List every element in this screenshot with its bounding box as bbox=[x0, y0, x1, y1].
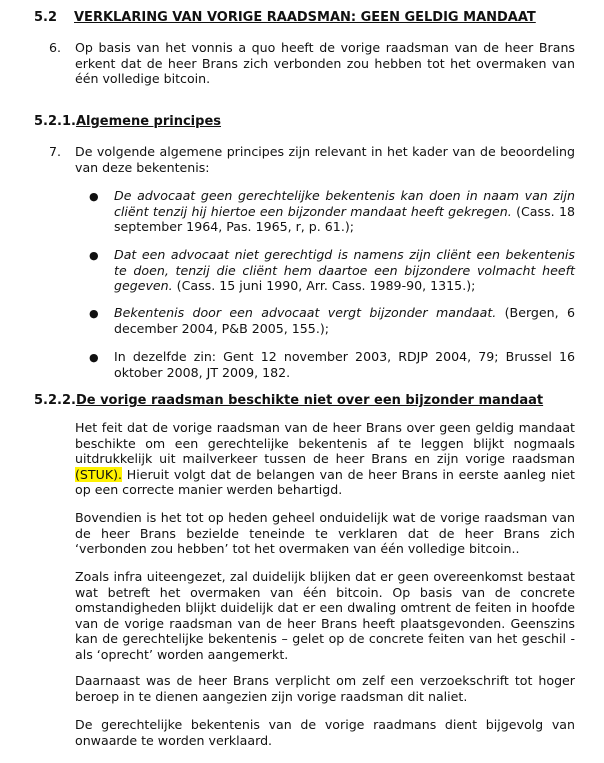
paragraph-text: Het feit dat de vorige raadsman van de heer Brans over geen geldig mandaat beschikte om een gerechtelijke bekentenis af te leggen blijkt nogmaals uitdrukkelijk uit mailverkeer tussen de heer Brans en zijn vorige raadsman bbox=[75, 420, 575, 467]
section-heading-5-2-1 bbox=[34, 114, 221, 130]
section-title: De vorige raadsman beschikte niet over een bijzonder mandaat bbox=[75, 393, 544, 408]
bullet-marker: ● bbox=[89, 190, 99, 203]
bullet-citation: In dezelfde zin: Gent 12 november 2003, RDJP 2004, 79; Brussel 16 oktober 2008, JT 2009, 182. bbox=[114, 349, 575, 380]
bullet-quote: Bekentenis door een advocaat vergt bijzonder mandaat. bbox=[114, 305, 497, 320]
body-paragraph-5: De gerechtelijke bekentenis van de vorige raadmans dient bijgevolg van onwaarde te worden verklaard. bbox=[75, 717, 575, 748]
bullet-item-3 bbox=[114, 305, 575, 336]
section-heading-5-2 bbox=[34, 10, 536, 26]
bullet-quote: De advocaat geen gerechtelijke bekentenis kan doen in naam van zijn cliënt tenzij hij hiertoe een bijzonder mandaat heeft gekregen. bbox=[114, 188, 575, 219]
section-heading-5-2-2 bbox=[34, 393, 543, 409]
highlighted-reference: (STUK). bbox=[75, 466, 122, 482]
body-paragraph-1 bbox=[75, 420, 575, 498]
section-number: 5.2 bbox=[34, 10, 58, 25]
bullet-item-2 bbox=[114, 247, 575, 294]
bullet-marker: ● bbox=[89, 307, 99, 320]
section-title: VERKLARING VAN VORIGE RAADSMAN: GEEN GELDIG MANDAAT bbox=[74, 10, 536, 25]
bullet-item-1 bbox=[114, 188, 575, 235]
paragraph-text: Hieruit volgt dat de belangen van de heer Brans in eerste aanleg niet op een correcte manier werden behartigd. bbox=[75, 466, 575, 498]
bullet-citation: (Cass. 15 juni 1990, Arr. Cass. 1989-90, 1315.); bbox=[172, 278, 476, 294]
body-paragraph-4: Daarnaast was de heer Brans verplicht om zelf een verzoekschrift tot hoger beroep in te dienen aangezien zijn vorige raadsman dit naliet. bbox=[75, 673, 575, 704]
section-number: 5.2.2. bbox=[34, 393, 76, 408]
paragraph-number-7: 7. bbox=[49, 144, 62, 159]
bullet-quote: Dat een advocaat niet gerechtigd is namens zijn cliënt een bekentenis te doen, tenzij die cliënt hem daartoe een bijzondere volmacht heeft gegeven. bbox=[114, 247, 575, 294]
paragraph-6: Op basis van het vonnis a quo heeft de vorige raadsman van de heer Brans erkent dat de heer Brans zich verbonden zou hebben tot het overmaken van één volledige bitcoin. bbox=[75, 40, 575, 87]
paragraph-number-6: 6. bbox=[49, 40, 62, 55]
body-paragraph-3: Zoals infra uiteengezet, zal duidelijk blijken dat er geen overeenkomst bestaat wat betreft het overmaken van één bitcoin. Op basis van de concrete omstandigheden blijkt duidelijk dat er een dwaling omtrent de feiten in hoofde van de vorige raadsman van de heer Brans heeft plaatsgevonden. Geenszins kan de gerechtelijke bekentenis – gelet op de concrete feiten van het geschil - als ‘oprecht’ worden aangemerkt. bbox=[75, 569, 575, 662]
bullet-citation: (Cass. 18 september 1964, Pas. 1965, r, p. 61.); bbox=[114, 203, 575, 235]
section-title: Algemene principes bbox=[75, 114, 222, 129]
body-paragraph-2: Bovendien is het tot op heden geheel onduidelijk wat de vorige raadsman van de heer Brans bezielde teneinde te verklaren dat de heer Brans zich ‘verbonden zou hebben’ tot het overmaken van één volledige bitcoin.. bbox=[75, 510, 575, 557]
bullet-marker: ● bbox=[89, 351, 99, 364]
paragraph-7: De volgende algemene principes zijn relevant in het kader van de beoordeling van deze bekentenis: bbox=[75, 144, 575, 175]
bullet-marker: ● bbox=[89, 249, 99, 262]
bullet-item-4 bbox=[114, 349, 575, 380]
section-number: 5.2.1. bbox=[34, 114, 76, 129]
bullet-citation: (Bergen, 6 december 2004, P&B 2005, 155.); bbox=[114, 305, 575, 336]
